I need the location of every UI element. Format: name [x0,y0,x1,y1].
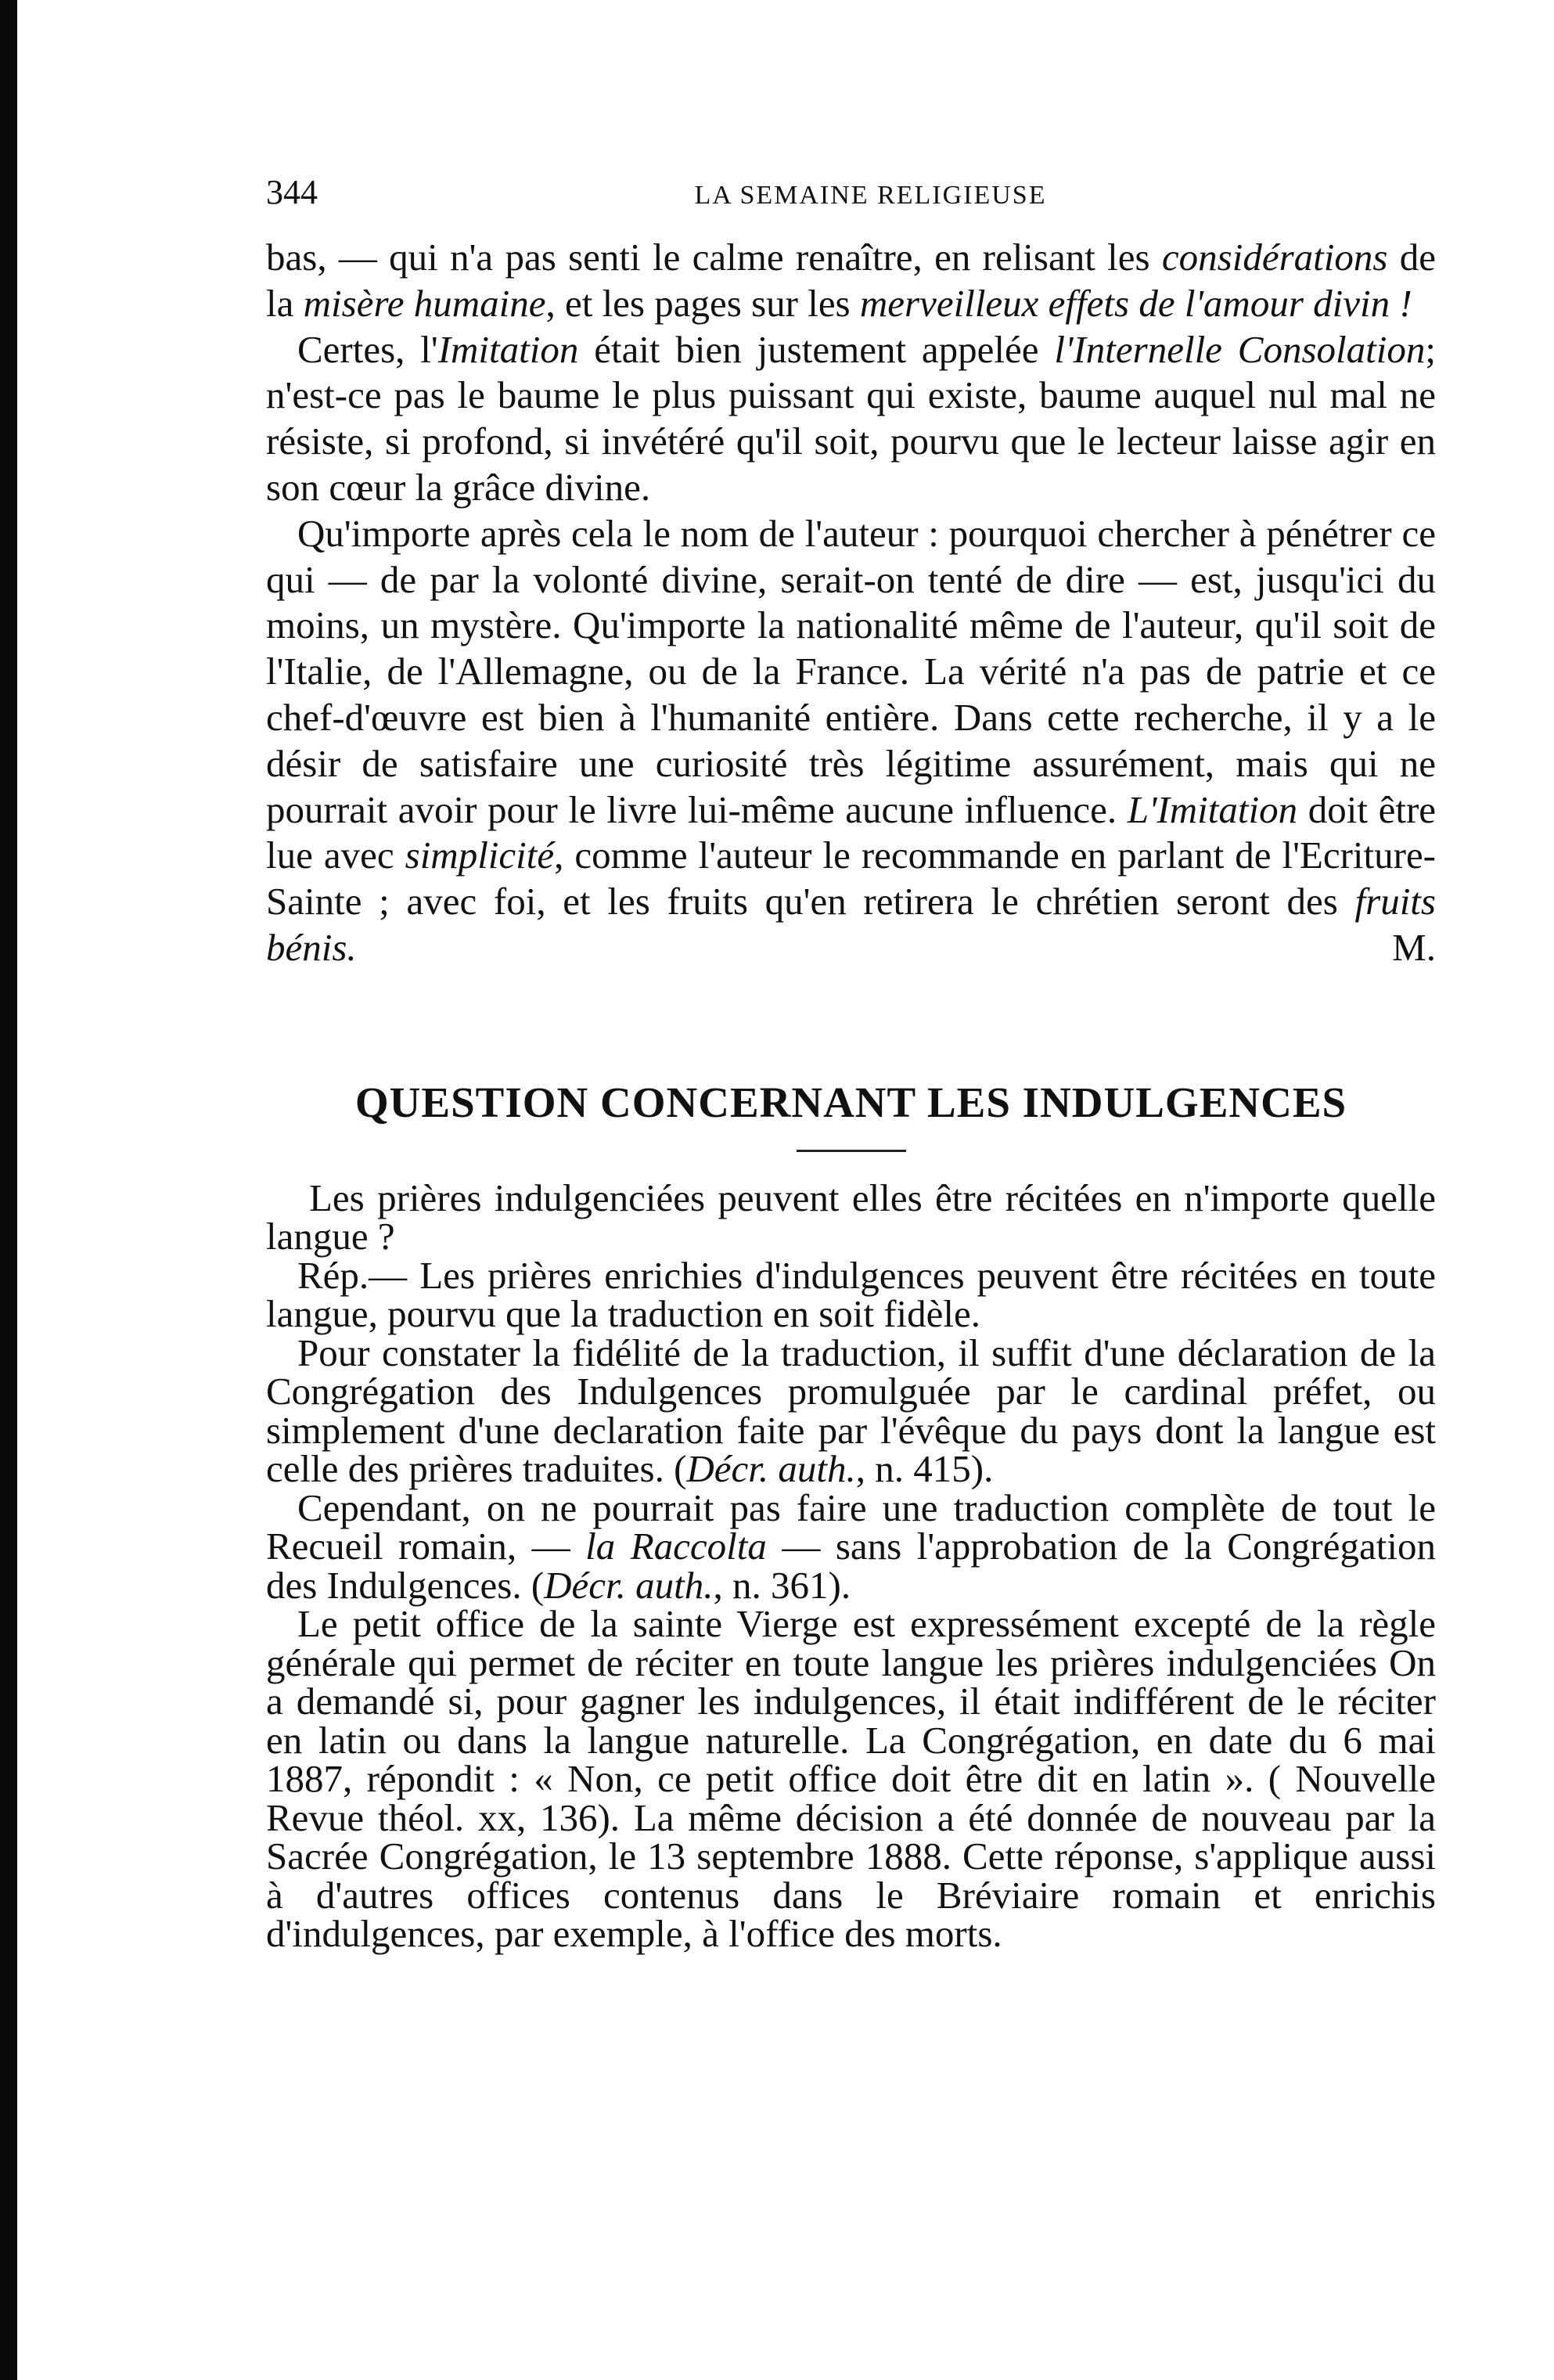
italic-run: l'Internelle Consolation [1054,327,1426,371]
text-run: , n. 415). [855,1447,994,1491]
paragraph-3 [266,511,1436,971]
text-run: de la [266,236,1437,325]
question-paragraph: Les prières indulgenciées peuvent elles être récitées en n'importe quelle langue ? [266,1176,1436,1258]
paragraph-petit-office: Le petit office de la sainte Vierge est expressément excepté de la règle générale qui permet de réciter en toute langue les prières indulgenciées On a demandé si, pour gagner les indulgences, il était indifférent de le réciter en latin ou dans la langue naturelle. La Congrégation, en date du 6 mai 1887, répondit : « Non, ce petit office doit être dit en latin ». ( Nouvelle Revue théol. xx, 136). La même décision a été donnée de nouveau par la Sacrée Congrégation, le 13 septembre 1888. Cette réponse, s'applique aussi à d'autres offices contenus dans le Bréviaire romain et enrichis d'indulgences, par exemple, à l'office des morts. [266,1602,1436,1956]
running-header [266,172,1436,235]
paragraph-1 [266,235,1436,327]
italic-run: simplicité [405,834,555,877]
section-spacer [266,971,1436,1071]
answer-paragraph: Rép.— Les prières enrichies d'indulgences peuvent être récitées en toute langue, pourvu que la traduction en soit fidèle. [266,1253,1436,1336]
italic-run: considérations [1161,236,1388,279]
article-body [266,235,1436,971]
italic-run: Décr. auth. [686,1447,856,1491]
running-title: LA SEMAINE RELIGIEUSE [694,181,1047,210]
text-run: bas, — qui n'a pas senti le calme renaître, en relisant les [266,236,1162,279]
italic-run: misère humaine [303,281,546,325]
text-run: ; n'est-ce pas le baume le plus puissant qui existe, baume auquel nul mal ne résiste, si profond, si invétéré qu'il soit, pourvu que le lecteur laisse agir en son cœur la grâce divine. [266,327,1436,509]
text-run: Cependant, on ne pourrait pas faire une traduction complète de tout le Recueil romain, — [266,1485,1436,1568]
italic-run: fruits bénis. [266,880,1436,969]
italic-run: L'Imitation [1127,787,1298,831]
title-rule [797,1150,906,1152]
italic-run: merveilleux effets de l'amour divin ! [859,281,1412,325]
italic-run: Décr. auth. [544,1563,714,1607]
book-page [266,172,1437,1956]
italic-run: la Raccolta [585,1525,767,1568]
text-run: , comme l'auteur le recommande en parlant de l'Ecriture-Sainte ; avec foi, et les fruits qu'en retirera le chrétien seront des [266,834,1437,924]
text-run: était bien justement appelée [578,327,1055,371]
text-run: , n. 361). [713,1563,851,1607]
italic-run: Imitation [437,327,579,371]
paragraph-raccolta [266,1485,1436,1607]
text-run: Qu'importe après cela le nom de l'auteur : pourquoi chercher à pénétrer ce qui — de par la volonté divine, serait-on tenté de dire — est, jusqu'ici du moins, un mystère. Qu'importe la nationalité même de l'auteur, qu'il soit de l'Italie, de l'Allemagne, ou de la France. La vérité n'a pas de patrie et ce chef-d'œuvre est bien à l'humanité entière. Dans cette recherche, il y a le désir de satisfaire une curiosité très légitime assurément, mais qui ne pourrait avoir pour le livre lui-même aucune influence. [266,511,1436,831]
section-title: QUESTION CONCERNANT LES INDULGENCES [354,1078,1347,1126]
author-signature: M. [1392,925,1436,969]
paragraph-2 [266,327,1436,511]
text-run: doit être lue avec [266,787,1437,877]
text-run: , et les pages sur les [545,281,860,325]
text-run: — sans l'approbation de la Congrégation des Indulgences. ( [266,1525,1436,1607]
text-run: Certes, l' [297,327,438,371]
indulgences-section [266,1071,1436,1956]
scan-edge-bar [0,0,17,2380]
paragraph-fidelity [266,1330,1436,1491]
text-run: Pour constater la fidélité de la traduction, il suffit d'une déclaration de la Congrégation des Indulgences promulguée par le cardinal préfet, ou simplement d'une declaration faite par l'évêque du pays dont la langue est celle des prières traduites. ( [266,1330,1436,1491]
page-number: 344 [266,173,318,211]
